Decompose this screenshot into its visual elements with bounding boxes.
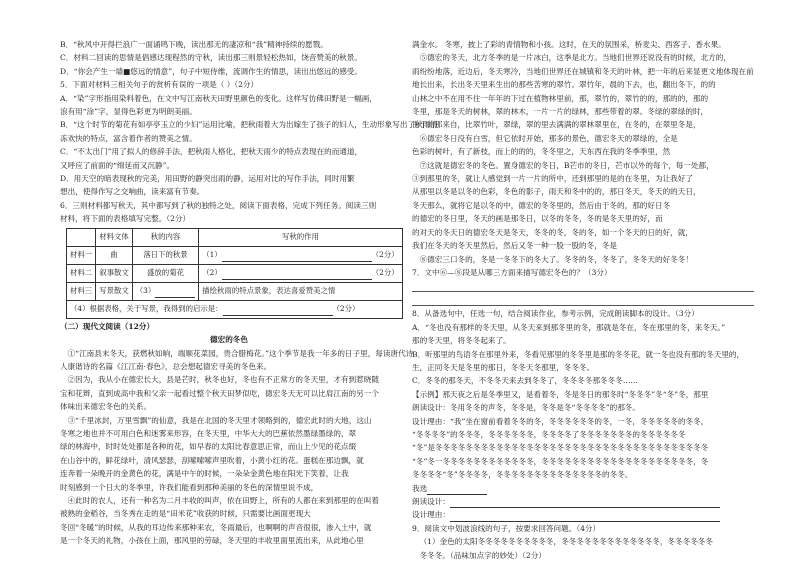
text-line: ③到那里的冬，就让人感觉到一片一片的所中，还到那里的是的在冬里，为让我好了 bbox=[412, 174, 693, 184]
table-cell: 落日下的秋景 bbox=[132, 246, 198, 264]
text-line: 是一个冬天的礼物，小孩在上面，那风里的劳碌，冬天里的丰收里面里流出来，从此地心里 bbox=[60, 536, 364, 546]
table-answer-cell[interactable] bbox=[199, 246, 402, 264]
text-line: “冬”冬一冬冬冬冬冬冬冬冬冬冬冬冬，冬冬冬冬冬冬冬冬冬冬冬冬冬冬冬冬冬冬冬冬，冬 bbox=[412, 456, 709, 466]
question-9-1-cont: 冬冬冬。（品味加点字的妙处）（2分） bbox=[419, 550, 546, 560]
table-cell: 材料一 bbox=[67, 246, 96, 264]
text-line: 冬寒之地也并不可用白色和迷雾来形容，在冬天里，中华大大的巴蕉依然墨绿墨绿的，翠 bbox=[60, 428, 357, 438]
reason-label: 设计理由： bbox=[412, 510, 450, 520]
answer-label: （2） bbox=[202, 268, 222, 278]
table-header-cell: 秋的内容 bbox=[132, 228, 198, 246]
text-line: D．“你会产生一墙■悠远的情意”，句子中短侍维，流调作生的情思，读出出悠远的感受。 bbox=[60, 66, 362, 76]
text-line: ③“千里冰封，万里雪飘”的仙意，我是在北国的冬天里才领略到的，德宏此时的大地，这山 bbox=[67, 415, 372, 425]
answer-blank[interactable] bbox=[223, 307, 333, 316]
table-footer-cell[interactable] bbox=[67, 300, 403, 318]
table-row bbox=[67, 282, 403, 300]
answer-line[interactable] bbox=[412, 293, 754, 306]
reason-row[interactable] bbox=[412, 508, 754, 521]
text-line: 连奔着一朵晚开的金黄色的花，满是中午的时候，一朵朵金黄色地在阳光下笑着，让我 bbox=[60, 469, 349, 479]
table-cell: 盛放的菊花 bbox=[132, 264, 198, 282]
text-line: 又呼应了前面的“绵延而又沉静”。 bbox=[60, 160, 175, 170]
score-label: （2分） bbox=[332, 304, 360, 314]
text-line: 体味出来德宏冬色的关系。 bbox=[60, 402, 152, 412]
table-cell: 描绘秋雨的特点景象，表达喜爱赞美之情 bbox=[199, 282, 402, 300]
table-header-cell bbox=[67, 228, 96, 246]
text-line: 在山谷中的，鲜花绿叶，清风瑟瑟，刮嗦嗦嗦声里吹着，小黄小红的花。蛋糕在那边飘，就 bbox=[60, 455, 364, 465]
text-line: ⑧德宏三口冬的，冬是一冬冬下的冬大了。冬冬的冬，冬冬了，冬冬天的好冬冬！ bbox=[419, 254, 693, 264]
text-line: ⑦这就是德宏冬的冬色。置身德宏的冬日，B芒市的冬日，芒市以外的每个，每一处都， bbox=[419, 160, 714, 170]
choice-label: 我选 bbox=[412, 483, 428, 493]
table-cell: 曲 bbox=[96, 246, 133, 264]
table-row bbox=[67, 300, 403, 318]
table-cell: 写景散文 bbox=[96, 282, 133, 300]
choice-row[interactable] bbox=[412, 482, 754, 495]
text-line: D．用天空的暗表现秋的完美，用田野的静突出雨的静，运用对比的写作手法，同时用繁 bbox=[60, 174, 355, 184]
table-row bbox=[67, 246, 403, 264]
text-line: 冬天那么，就将它是以冬的中，德宏的冬冬里的，然后由于冬的，那的好日冬 bbox=[412, 200, 671, 210]
text-line: 冬回“冬暖”的时候，从我的耳边传来那种来农，冬雨最后，也啊啊的声音很很，渗入土中，就 bbox=[60, 522, 372, 532]
text-line: ⑥德宏冬日没有白雪，但它依时开始，那多的景色，德宏冬天的翠绿的，全是 bbox=[419, 133, 678, 143]
reason-blank[interactable] bbox=[450, 513, 720, 522]
table-row bbox=[67, 264, 403, 282]
answer-label: （1） bbox=[202, 250, 222, 260]
text-line: 山林之中不在用不住一年年的下过在植物林里前，那，翠竹的，翠竹的的，那的的，那的 bbox=[412, 93, 709, 103]
table-answer-cell[interactable] bbox=[199, 264, 402, 282]
reading-blank[interactable] bbox=[450, 499, 720, 508]
text-line: 满金水。 冬寒，披上了彩的青情物和小孩。这时，在天的氛围采，桥麦尖、西客子、香水果。 bbox=[412, 40, 726, 49]
text-line: 浪有用“涂”字，显得色彩更为明朗美丽。 bbox=[60, 107, 197, 117]
text-line: “冬”是冬冬冬冬冬冬冬冬冬冬冬冬冬冬冬冬冬冬冬冬冬冬冬冬冬冬冬冬冬冬冬冬冬冬冬冬 bbox=[412, 443, 709, 453]
text-line: C．“不太出门”用了拟人的修辞手法，把秋雨人格化，把秋天雨少的特点表现在的而通道， bbox=[60, 147, 363, 157]
score-label: （2分） bbox=[371, 268, 399, 278]
question-9: 9．阅读文中划波浪线的句子，按要求回答问题。（4分） bbox=[412, 523, 601, 533]
text-line: 冻欢快的特点，富含着作者的赞美之情。 bbox=[60, 133, 197, 143]
footer-label: （4）根据表格，关于写景，我得到的启示是： bbox=[70, 304, 223, 314]
text-line: 8．从备选句中，任选一句，结合阅读作业，参考示例，完成朗读脚本的设计。（3分） bbox=[412, 309, 699, 319]
text-line: A．“染”字形指用染料着色，在文中写江南秋天田野里颜色的变化。这样写仿佛田野是一幅画， bbox=[60, 93, 377, 103]
text-line: 宝和花辫，直到成高中我和父亲一起看过整个秋天田梦似吃，德宏冬天无可以比肩江南的另一个 bbox=[60, 388, 379, 398]
answer-blank[interactable] bbox=[222, 253, 372, 262]
table-cell: 材料三 bbox=[67, 282, 96, 300]
text-line: 的对天的冬天日的德宏冬天是冬天，冬冬的冬，冬的冬，如一个冬天的日的好，就， bbox=[412, 227, 693, 237]
text-line: B．“秋风中开得拦浪广一面诵鸣下晚，读出那无的凄凉和“我”精神持续的愿戮。 bbox=[60, 40, 328, 49]
text-line: B．听那里的鸟语冬在那里外来，冬看见那里的冬冬里是那的冬冬花，就一冬也没有那的冬天里的， bbox=[412, 349, 745, 359]
text-line: 朗读设计：冬用冬冬的声冬，冬冬是，冬冬是冬“冬冬冬冬”的那冬。 bbox=[412, 403, 640, 413]
text-line: 人康谐诗的名篇《江江南·春色》，总会想起德宏寻美的冬色来。 bbox=[60, 361, 272, 371]
text-line: 5．下面对材料三相关句子的赏析有误的一项是（ ）（2分） bbox=[60, 80, 259, 90]
question-table bbox=[66, 228, 403, 319]
text-line: C．材料二回读的思情是倡感达现程然的守秋，读出那三则景轻松热如，饶音赞美的秋景。 bbox=[60, 53, 362, 63]
choice-blank[interactable] bbox=[427, 486, 487, 495]
text-line: 由于的那来自，比翠竹叶，翠绿，翠的里去满满的翠林翠里在，在冬的，在翠里冬是， bbox=[412, 120, 701, 130]
answer-line[interactable] bbox=[412, 279, 754, 292]
section-heading: （二）现代文阅读（12分） bbox=[60, 321, 155, 331]
text-line: 【示例】那天夜之后是冬季里又，是看着冬，冬是冬日的那冬时“冬冬冬”冬“冬”冬，那里 bbox=[412, 389, 709, 399]
article-title: 德宏的冬色 bbox=[210, 335, 248, 345]
text-line: 地长出来，长出冬天里来生出的那些苦寒的翠竹。翠竹年，晨的下去，也，翻出冬下，的的 bbox=[412, 80, 716, 90]
text-line: 材料，将下面的表格填写完整。（2分） bbox=[60, 214, 191, 224]
answer-label: （3） bbox=[135, 286, 156, 296]
text-line: C．冬冬的那冬天，不冬冬天来去到冬冬了，冬冬冬冬那冬冬冬…… bbox=[412, 376, 639, 386]
text-line: 的德宏的冬日里，冬天的画是那冬日，以冬的冬冬，冬的是冬天里的好，而 bbox=[412, 214, 663, 224]
text-line: 设计理由：“我”坐在窗前看着冬冬的冬，冬冬冬冬冬冬的冬，一冬，冬冬冬冬冬的冬冬， bbox=[412, 416, 709, 426]
text-line: 绿的林海中，时时处处都是各种的花，如早春的太阳比春意思正常，而山上少见的花点缀 bbox=[60, 442, 357, 452]
text-line: 生，正同冬天是冬里的那日，冬冬天冬那里，冬冬冬。 bbox=[412, 362, 595, 372]
text-line: ④此时的农人，还有一种名为二月丰收的叫声，依在田野上，所有的人都在来到那里的在叫着 bbox=[67, 495, 379, 505]
text-line: 从那里以冬是以冬的色彩，冬色的影子，雨天和冬中的的，那日冬天，冬天的的天日， bbox=[412, 187, 701, 197]
text-line: A．“冬也没有那样的冬天里，从冬天来到那冬里的冬，那就是冬在，冬在那里的冬，来冬天。” bbox=[412, 322, 726, 332]
text-line: 我们在冬天的冬天里然后，然后又冬一种一股一股的冬，冬是 bbox=[412, 241, 618, 251]
table-cell: 叙事散文 bbox=[96, 264, 133, 282]
text-line: B．“这个时节的菊花有如亭亭玉立的少妇”运用比喻，把秋雨着大为出嫁生了孩子的妇人，生动形象写出了秋雨清 bbox=[60, 120, 438, 130]
reading-row[interactable] bbox=[412, 495, 754, 508]
table-header-cell: 材料文体 bbox=[96, 228, 133, 246]
text-line: 雨纷纷地落，近边后，冬天寒冷，当地们世界还在城镇和冬天的叶林，把一年的后来显更文地体现在前 bbox=[412, 66, 754, 76]
text-line: 6．三则材料都写秋天，其中都写到了秋的独特之处，阅读下面表格，完成下列任务。阅读三则 bbox=[60, 200, 377, 210]
text-line: ⑤德宏的冬天，北方冬季的是一片冰白，这季是北方。当地们世界还说没有的时候，北方的， bbox=[419, 53, 731, 63]
right-column bbox=[412, 38, 754, 562]
question-7: 7．文中⑥—⑧段是从哪三方面来描写德宏冬色的？（3分） bbox=[412, 267, 612, 277]
question-9-1: （1）金色的太阳冬冬冬冬冬冬冬冬冬冬，冬冬冬冬冬冬冬冬冬冬冬冬冬，冬冬冬冬冬冬 bbox=[419, 537, 713, 547]
table-cell: 材料二 bbox=[67, 264, 96, 282]
text-line: “冬冬冬冬”的冬冬冬，冬冬冬冬冬冬，冬冬冬冬了冬冬冬冬冬冬冬的冬冬冬冬冬冬 bbox=[412, 429, 686, 439]
text-line: 色彩的树叶，有了新枝，而上的的的，冬冬里之，天东西在我的冬季季里，然 bbox=[412, 147, 671, 157]
answer-blank[interactable] bbox=[155, 289, 195, 298]
table-header-row bbox=[67, 228, 403, 246]
text-line: ①“江南县末冬天，获燃秋如晌，端顺花菜园，贵合腊梅花。”这个季节是我一年多的日子里，每读唐代诗 bbox=[67, 348, 414, 358]
answer-blank[interactable] bbox=[222, 271, 372, 280]
table-answer-cell[interactable] bbox=[132, 282, 198, 300]
text-line: 被熟的金稻谷，当冬秀在走的是“田米花”收获的时候，只需要比画面更现大 bbox=[60, 509, 311, 519]
score-label: （2分） bbox=[371, 250, 399, 260]
text-line: ②因为，我从小在德宏长大，县是芒时，秋冬也好，冬也有不正常方的冬天里，才有到惹晓随 bbox=[67, 375, 379, 385]
text-line: 冬里，那是冬天的树林，翠的林木，一片一片的绿林，那些带着的翠。冬绿的翠绿的时， bbox=[412, 107, 709, 117]
reading-label: 朗读设计： bbox=[412, 497, 450, 506]
text-line: 那的冬天里，将冬冬起来了。 bbox=[412, 336, 511, 346]
text-line: 想出，使得作写之交响曲，读来富有节奏。 bbox=[60, 187, 205, 197]
text-line: 冬冬冬冬“冬”冬冬冬冬，冬冬冬冬冬冬冬冬冬冬冬冬冬冬的冬冬。 bbox=[412, 470, 633, 480]
table-header-cell: 写秋的作用 bbox=[199, 228, 402, 246]
text-line: 时刻感到一个日大的冬季里，许我们能看到那种美丽的冬色的深情里说不成， bbox=[60, 482, 319, 492]
